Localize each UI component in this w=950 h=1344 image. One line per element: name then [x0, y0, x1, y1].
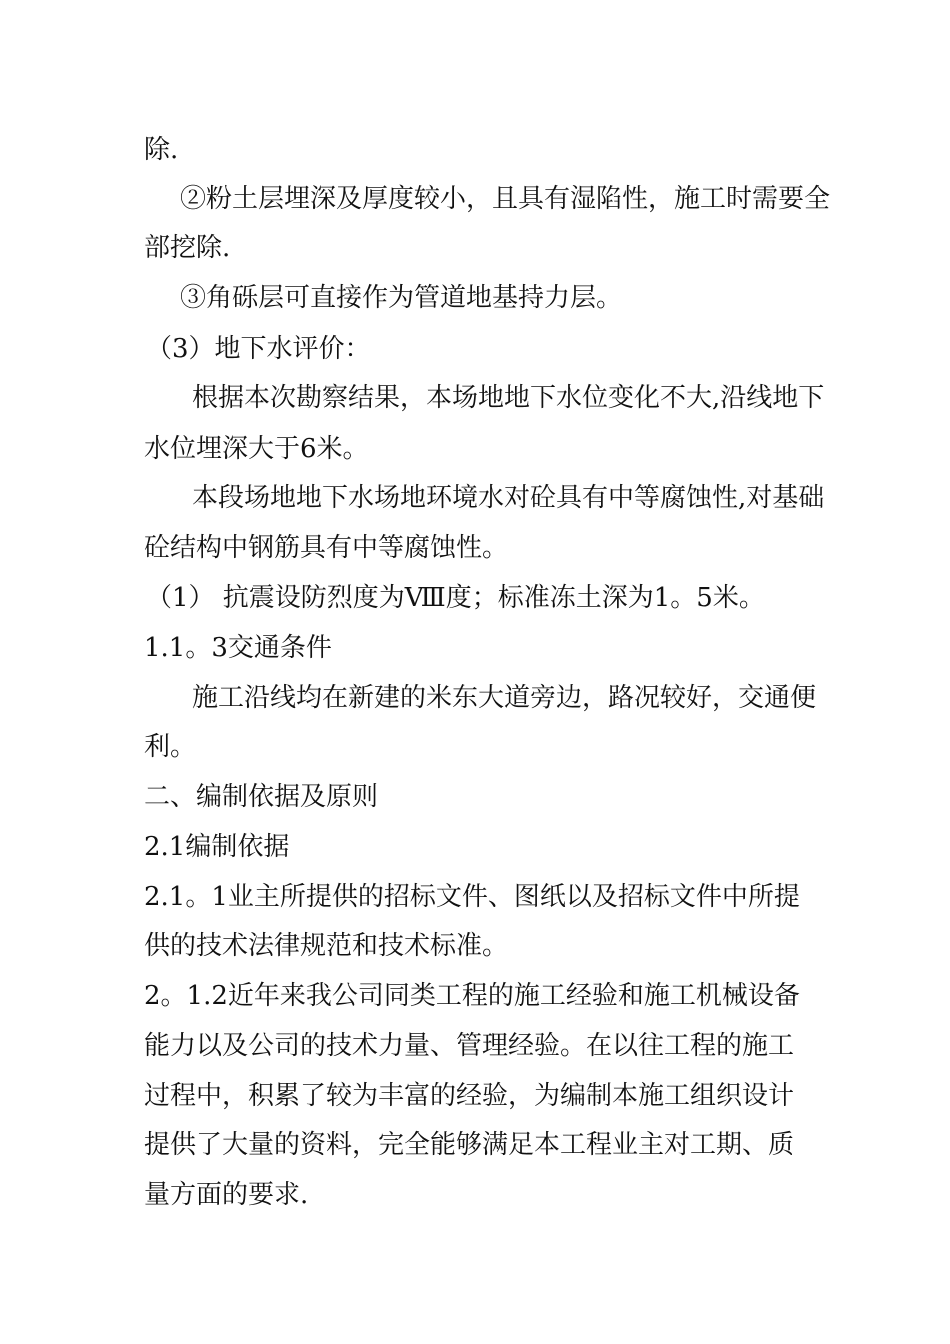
text-line: 部挖除. [144, 233, 231, 263]
text-line: 提供了大量的资料，完全能够满足本工程业主对工期、质 [144, 1130, 795, 1160]
text-line: 利。 [144, 732, 197, 762]
text-line: ②粉土层埋深及厚度较小，且具有湿陷性，施工时需要全 [180, 184, 831, 214]
text-line: 根据本次勘察结果，本场地地下水位变化不大,沿线地下 [192, 383, 825, 413]
text-line: 水位埋深大于6米。 [144, 434, 369, 464]
text-line: ③角砾层可直接作为管道地基持力层。 [180, 283, 623, 313]
text-line: 施工沿线均在新建的米东大道旁边，路况较好，交通便 [192, 683, 817, 713]
section-heading: 2.1编制依据 [144, 832, 290, 862]
section-heading: 1.1。3交通条件 [144, 633, 332, 663]
text-line: 砼结构中钢筋具有中等腐蚀性。 [144, 533, 509, 563]
text-line: 本段场地地下水场地环境水对砼具有中等腐蚀性,对基础 [192, 483, 825, 513]
text-line: 供的技术法律规范和技术标准。 [144, 931, 509, 961]
text-line: 除. [144, 135, 179, 165]
text-line: 2.1。1业主所提供的招标文件、图纸以及招标文件中所提 [144, 882, 800, 912]
text-line: 能力以及公司的技术力量、管理经验。在以往工程的施工 [144, 1031, 795, 1061]
text-line: 量方面的要求. [144, 1180, 309, 1210]
text-line: 2。1.2近年来我公司同类工程的施工经验和施工机械设备 [144, 981, 800, 1011]
text-line: 过程中，积累了较为丰富的经验，为编制本施工组织设计 [144, 1081, 795, 1111]
section-heading: 二、编制依据及原则 [144, 782, 379, 812]
section-heading: （3）地下水评价： [146, 334, 371, 364]
text-line: （1） 抗震设防烈度为Ⅷ度；标准冻土深为1。5米。 [146, 583, 765, 613]
